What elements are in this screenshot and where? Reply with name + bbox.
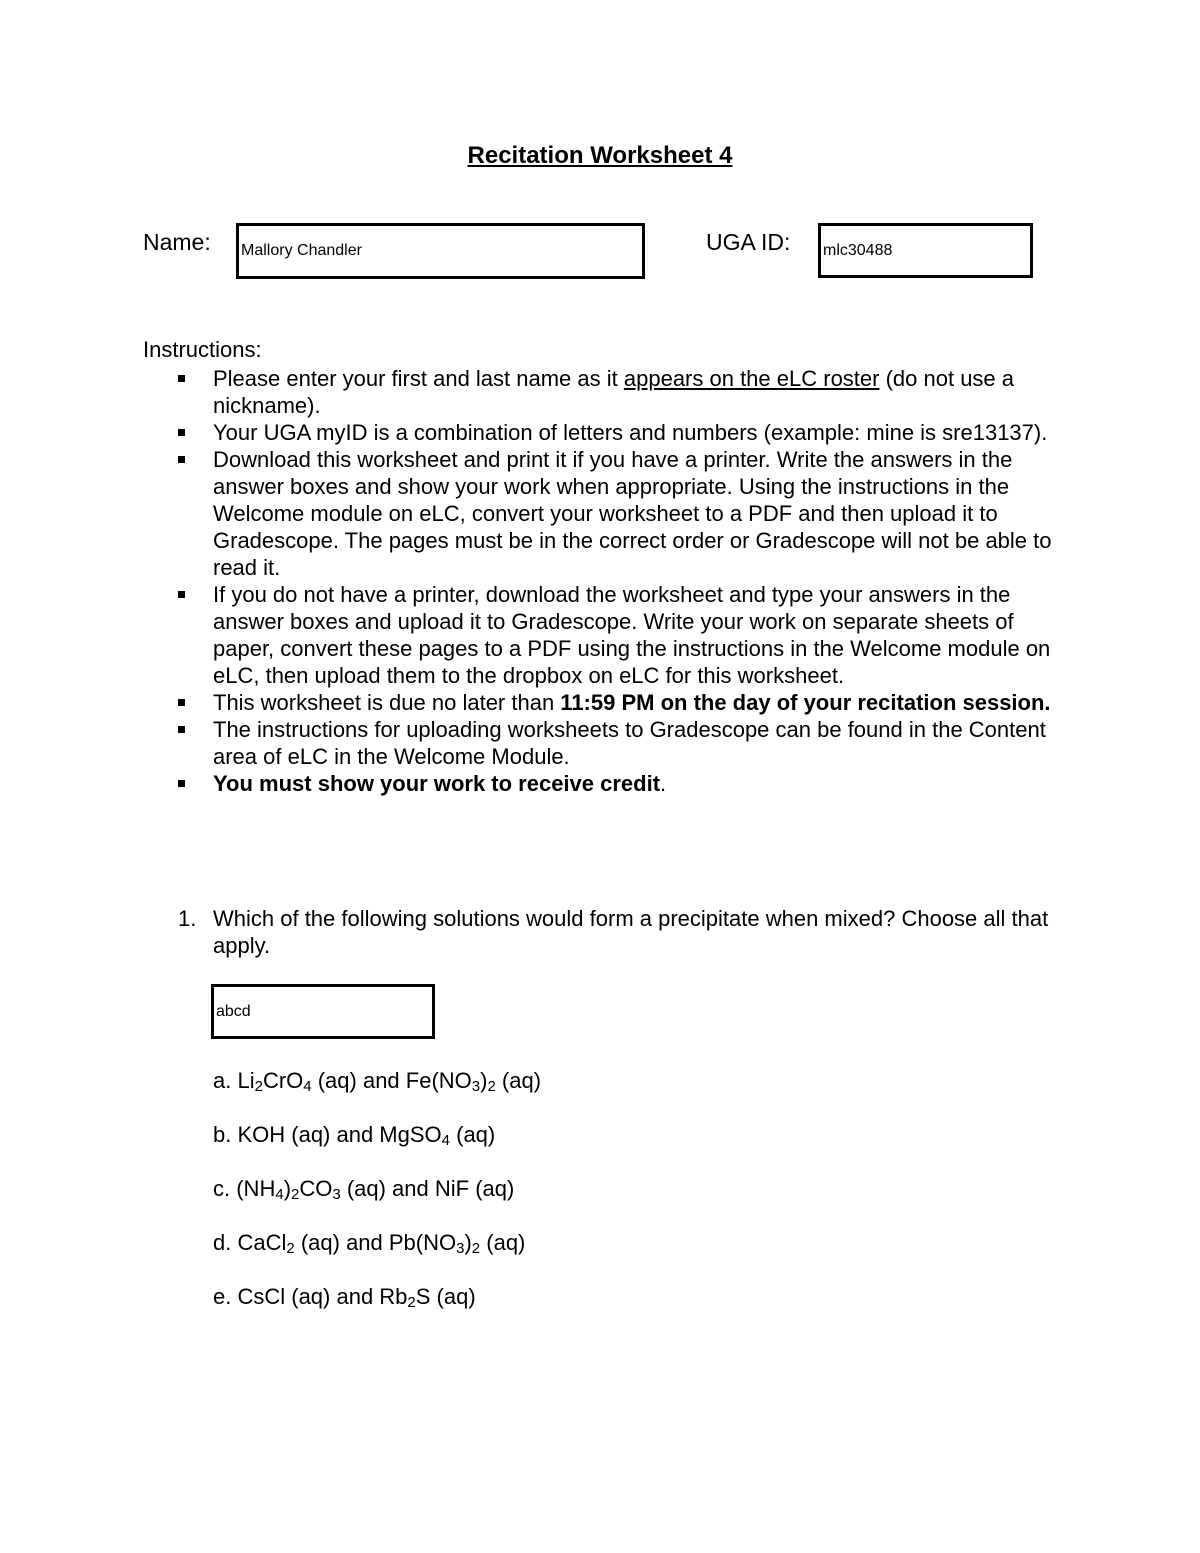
- uga-id-field[interactable]: [818, 223, 1033, 278]
- bullet-text: Your UGA myID is a combination of letters and numbers (example: mine is sre13137).: [213, 420, 1048, 445]
- answer-value: abcd: [216, 1002, 251, 1020]
- option-b: b. KOH (aq) and MgSO$_4$ (aq): [213, 1122, 496, 1149]
- list-item: [213, 446, 1063, 581]
- question-number: 1.: [178, 906, 197, 931]
- list-item: [213, 365, 1063, 419]
- question-text: Which of the following solutions would form a precipitate when mixed? Choose all that apply.: [213, 906, 1049, 958]
- worksheet-title: Recitation Worksheet 4: [467, 142, 733, 169]
- list-item: [213, 689, 1063, 716]
- bullet-text: The instructions for uploading worksheets to Gradescope can be found in the Content area of eLC in the Welcome Module.: [213, 717, 1046, 769]
- roster-link-text: appears on the eLC roster: [623, 366, 880, 391]
- bullet-text: If you do not have a printer, download the worksheet and type your answers in the answer boxes and upload it to Gradescope. Write your work on separate sheets of paper, convert these pages to a PDF using the instructions in the Welcome module on eLC, then upload them to the dropbox on eLC for this worksheet.: [213, 582, 1051, 688]
- option-a: a. $Li_2CrO_4$ (aq) and $Fe(NO_3)_2$ (aq): [213, 1068, 542, 1095]
- option-c: c. $(NH_4)_2CO_3$ (aq) and NiF (aq): [213, 1176, 515, 1203]
- name-field[interactable]: [236, 223, 645, 279]
- list-item: [213, 581, 1063, 689]
- bullet-square-icon: [178, 375, 185, 382]
- bullet-text: Download this worksheet and print it if you have a printer. Write the answers in the answer boxes and show your work when appropriate. Using the instructions in the Welcome module on eLC, convert your worksheet to a PDF and then upload it to Gradescope. The pages must be in the correct order or Gradescope will not be able to read it.: [213, 447, 1052, 580]
- instructions-list: [213, 365, 1063, 797]
- bullet-text: (do not use a nickname).: [213, 366, 1015, 418]
- bullet-text: This worksheet is due no later than: [213, 690, 561, 715]
- show-work-text: You must show your work to receive credit: [213, 771, 661, 796]
- bullet-square-icon: [178, 456, 185, 463]
- option-d: d. CaCl$_2$ (aq) and $Pb(NO_3)_2$ (aq): [213, 1230, 526, 1257]
- option-e: e. CsCl (aq) and $Rb_2S$ (aq): [213, 1284, 476, 1311]
- answer-field[interactable]: [211, 984, 435, 1039]
- instructions-heading: Instructions:: [143, 337, 262, 362]
- list-item: [213, 419, 1063, 446]
- due-date-text: 11:59 PM on the day of your recitation session.: [560, 690, 1051, 715]
- list-item: [213, 716, 1063, 770]
- bullet-square-icon: [178, 780, 185, 787]
- uga-id-value: mlc30488: [823, 241, 893, 259]
- bullet-square-icon: [178, 699, 185, 706]
- bullet-square-icon: [178, 591, 185, 598]
- uga-id-label: UGA ID:: [706, 229, 791, 255]
- name-value: Mallory Chandler: [241, 242, 362, 259]
- bullet-square-icon: [178, 429, 185, 436]
- bullet-text: Please enter your first and last name as it: [213, 366, 624, 391]
- bullet-text: .: [660, 771, 667, 796]
- list-item: [213, 770, 1063, 797]
- name-label: Name:: [143, 229, 211, 255]
- bullet-square-icon: [178, 726, 185, 733]
